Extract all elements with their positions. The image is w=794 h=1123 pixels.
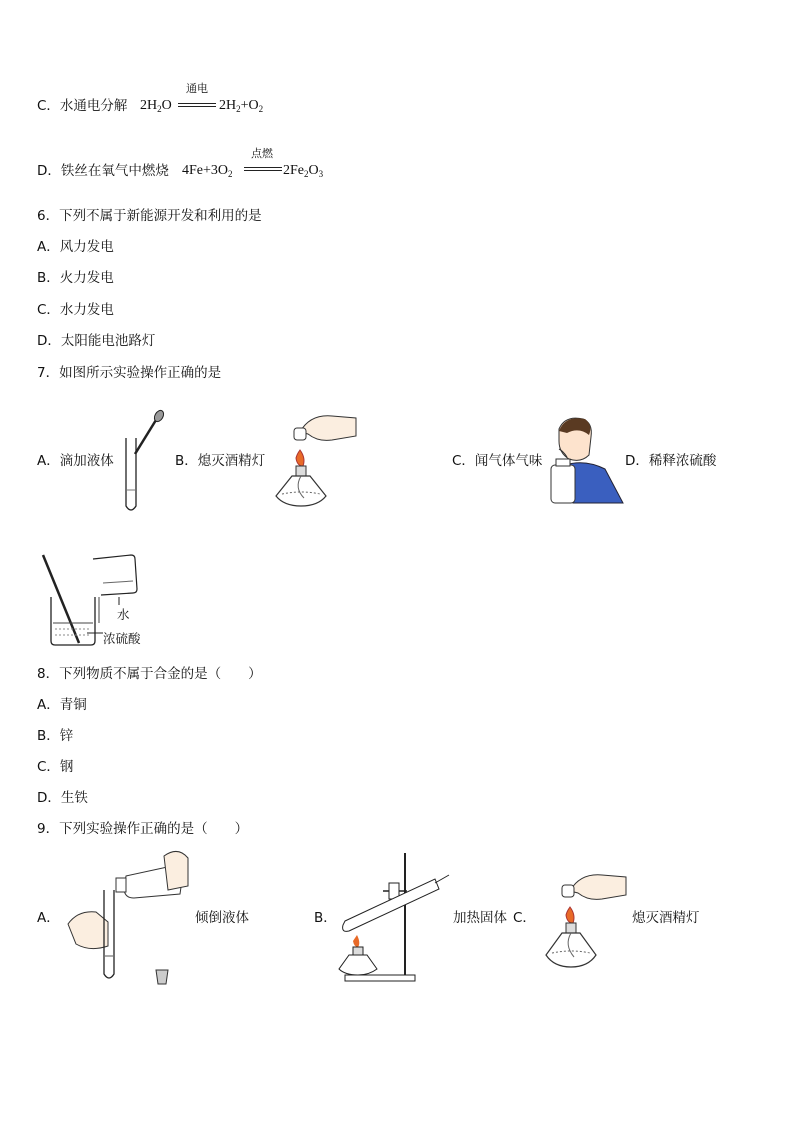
q8-option-a: A．青铜 — [37, 697, 87, 713]
q5-option-c — [37, 97, 127, 115]
q8-option-c: C．钢 — [37, 759, 74, 775]
q7-stem: 7．如图所示实验操作正确的是 — [37, 365, 222, 381]
q5-option-c-label: C．水通电分解 — [37, 98, 128, 114]
q7-d-acid-label: 浓硫酸 — [103, 631, 141, 646]
q7-d-dilution-figure — [37, 553, 157, 653]
q9-option-b-letter: B． — [314, 910, 337, 926]
q7-b-lamp-figure — [270, 410, 360, 510]
q9-option-a-letter: A． — [37, 910, 60, 926]
q8-option-d: D．生铁 — [37, 790, 88, 806]
q5-c-equation-right: $2H_2+O_2$ — [219, 98, 264, 114]
q5-d-reaction-arrow — [244, 167, 282, 171]
q5-option-d-label: D．铁丝在氧气中燃烧 — [37, 163, 169, 179]
q6-option-b: B．火力发电 — [37, 270, 114, 286]
q8-stem: 8．下列物质不属于合金的是（ ） — [37, 666, 262, 682]
q6-option-d: D．太阳能电池路灯 — [37, 333, 156, 349]
q7-d-water-label: 水 — [117, 607, 130, 622]
q7-option-d: D．稀释浓硫酸 — [625, 453, 717, 469]
q8-option-b: B．锌 — [37, 728, 74, 744]
q9-b-heating-figure — [335, 851, 455, 985]
q5-option-d — [37, 162, 169, 180]
q5-d-equation-left: $4Fe+3O_2$ — [182, 163, 233, 179]
q7-option-b: B．熄灭酒精灯 — [175, 453, 266, 469]
q9-c-lamp-figure — [540, 865, 630, 973]
q6-option-a: A．风力发电 — [37, 239, 114, 255]
q7-c-smell-figure — [545, 415, 625, 507]
q7-option-a: A．滴加液体 — [37, 453, 114, 469]
q7-option-c: C．闻气体气味 — [452, 453, 543, 469]
q5-c-reaction-arrow — [178, 103, 216, 107]
q5-c-condition: 通电 — [186, 82, 208, 95]
q5-d-equation-right: $2Fe_2O_3$ — [283, 163, 324, 179]
q6-stem: 6．下列不属于新能源开发和利用的是 — [37, 208, 262, 224]
q5-c-equation-left: $2H_2O$ — [140, 98, 172, 114]
q9-option-a-text: 倾倒液体 — [195, 910, 249, 926]
q9-option-b-text: 加热固体 — [453, 910, 507, 926]
q6-option-c: C．水力发电 — [37, 302, 114, 318]
q9-option-c-text: 熄灭酒精灯 — [632, 910, 700, 926]
q5-d-condition: 点燃 — [251, 147, 273, 160]
q9-a-pour-figure — [64, 846, 194, 986]
q7-a-dropper-figure — [118, 410, 168, 514]
q9-option-c-letter: C． — [513, 910, 536, 926]
q9-stem: 9．下列实验操作正确的是（ ） — [37, 821, 249, 837]
